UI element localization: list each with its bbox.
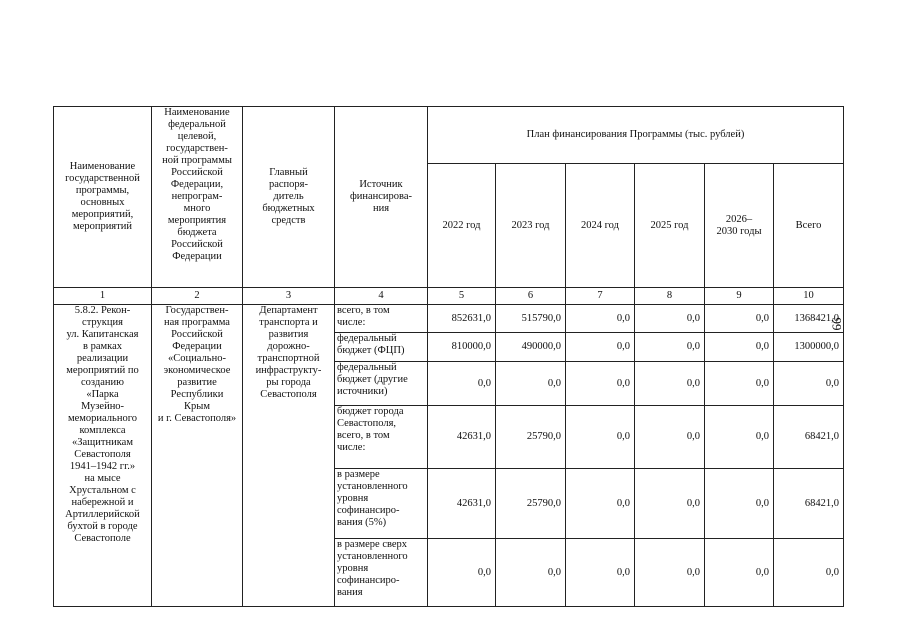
- value-cell: 0,0: [774, 539, 844, 607]
- measure-name: 5.8.2. Рекон- струкция ул. Капитанская в рамках реализации мероприятий по созданию «Парка Музейно- мемориального комплекса «Защитникам Севастополя 1941–1942 гг.» на мысе Хрустальном с набережной и Артиллерийской бухтой в городе Севастополе: [54, 305, 152, 607]
- col-number: 2: [152, 288, 243, 305]
- value-cell: 0,0: [705, 305, 774, 333]
- col-number: 6: [496, 288, 566, 305]
- value-cell: 0,0: [705, 469, 774, 539]
- value-cell: 0,0: [705, 406, 774, 469]
- header-year-2025: 2025 год: [635, 164, 705, 288]
- value-cell: 0,0: [635, 406, 705, 469]
- source-cell: всего, в том числе:: [335, 305, 428, 333]
- value-cell: 810000,0: [428, 333, 496, 362]
- header-year-2024: 2024 год: [566, 164, 635, 288]
- header-year-2022: 2022 год: [428, 164, 496, 288]
- table-row: [54, 305, 844, 333]
- value-cell: 0,0: [566, 406, 635, 469]
- value-cell: 25790,0: [496, 469, 566, 539]
- value-cell: 0,0: [705, 362, 774, 406]
- source-cell: федеральный бюджет (ФЦП): [335, 333, 428, 362]
- header-financing-plan: План финансирования Программы (тыс. рублей): [428, 107, 844, 164]
- col-number: 3: [243, 288, 335, 305]
- header-administrator: Главный распоря- дитель бюджетных средств: [243, 107, 335, 288]
- value-cell: 0,0: [496, 539, 566, 607]
- value-cell: 0,0: [428, 362, 496, 406]
- measure-administrator: Департамент транспорта и развития дорожно- транспортной инфраструкту- ры города Севастополя: [243, 305, 335, 607]
- value-cell: 0,0: [566, 362, 635, 406]
- value-cell: 42631,0: [428, 406, 496, 469]
- col-number: 1: [54, 288, 152, 305]
- header-total: Всего: [774, 164, 844, 288]
- value-cell: 0,0: [635, 333, 705, 362]
- value-cell: 1368421,0: [774, 305, 844, 333]
- value-cell: 0,0: [496, 362, 566, 406]
- col-number: 9: [705, 288, 774, 305]
- value-cell: 515790,0: [496, 305, 566, 333]
- col-number: 10: [774, 288, 844, 305]
- header-year-2026-2030: 2026– 2030 годы: [705, 164, 774, 288]
- value-cell: 0,0: [774, 362, 844, 406]
- value-cell: 0,0: [566, 469, 635, 539]
- source-cell: в размере сверх установленного уровня софинансиро- вания: [335, 539, 428, 607]
- value-cell: 0,0: [566, 539, 635, 607]
- financing-table: [53, 106, 844, 607]
- value-cell: 0,0: [635, 469, 705, 539]
- value-cell: 68421,0: [774, 469, 844, 539]
- page-number: 99: [829, 317, 845, 331]
- value-cell: 0,0: [705, 333, 774, 362]
- value-cell: 0,0: [566, 305, 635, 333]
- value-cell: 0,0: [705, 539, 774, 607]
- source-cell: в размере установленного уровня софинансиро- вания (5%): [335, 469, 428, 539]
- col-number: 7: [566, 288, 635, 305]
- col-number: 4: [335, 288, 428, 305]
- value-cell: 490000,0: [496, 333, 566, 362]
- value-cell: 0,0: [635, 362, 705, 406]
- measure-program: Государствен- ная программа Российской Федерации «Социально- экономическое развитие Республики Крым и г. Севастополя»: [152, 305, 243, 607]
- source-cell: бюджет города Севастополя, всего, в том числе:: [335, 406, 428, 469]
- value-cell: 0,0: [635, 539, 705, 607]
- col-number: 8: [635, 288, 705, 305]
- header-funding-source: Источник финансирова- ния: [335, 107, 428, 288]
- header-program-name: Наименование государственной программы, основных мероприятий, мероприятий: [54, 107, 152, 288]
- value-cell: 1300000,0: [774, 333, 844, 362]
- col-number: 5: [428, 288, 496, 305]
- header-year-2023: 2023 год: [496, 164, 566, 288]
- value-cell: 25790,0: [496, 406, 566, 469]
- value-cell: 0,0: [635, 305, 705, 333]
- value-cell: 68421,0: [774, 406, 844, 469]
- value-cell: 42631,0: [428, 469, 496, 539]
- value-cell: 0,0: [428, 539, 496, 607]
- value-cell: 852631,0: [428, 305, 496, 333]
- value-cell: 0,0: [566, 333, 635, 362]
- header-federal-program: Наименование федеральной целевой, государствен- ной программы Российской Федерации, непрограм- много мероприятия бюджета Российской Федерации: [152, 107, 243, 288]
- source-cell: федеральный бюджет (другие источники): [335, 362, 428, 406]
